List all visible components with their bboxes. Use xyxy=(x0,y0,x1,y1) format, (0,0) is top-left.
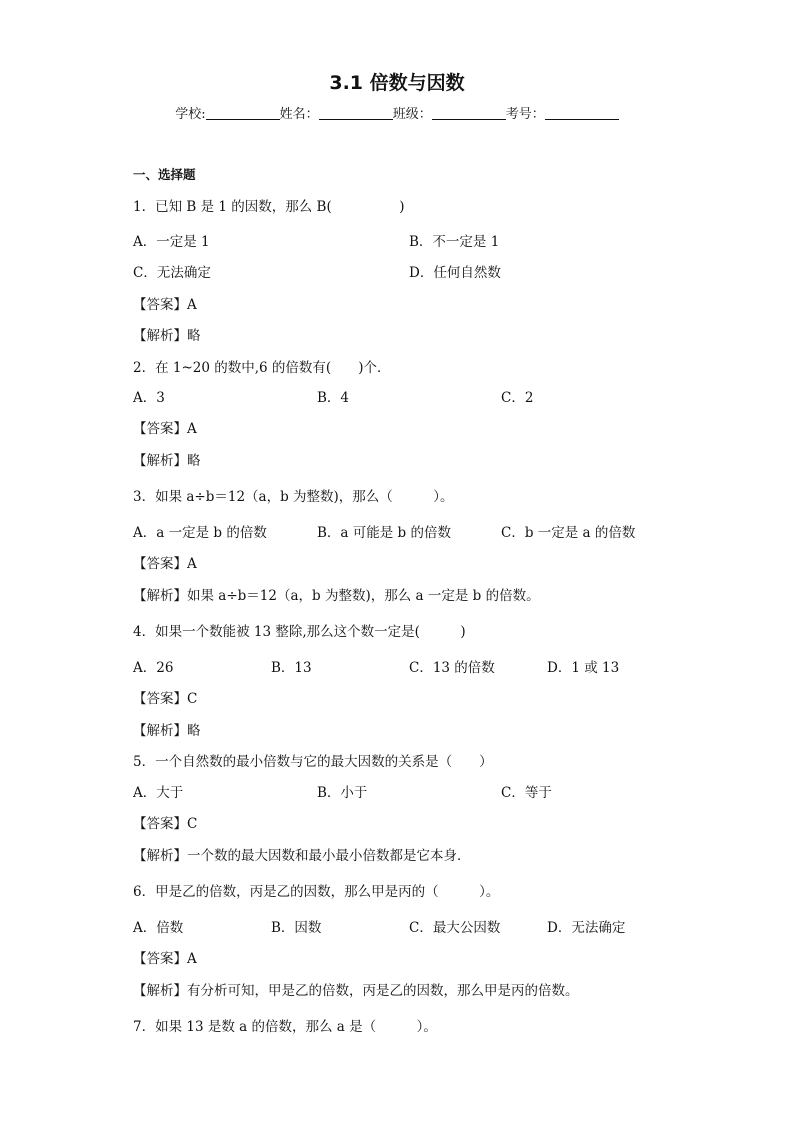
number-blank[interactable] xyxy=(545,107,619,120)
school-label: 学校: xyxy=(175,107,206,122)
question-4-option-a: A．26 xyxy=(133,660,174,676)
question-4-answer: 【答案】C xyxy=(133,691,198,707)
question-6-option-a: A．倍数 xyxy=(133,920,184,936)
page-title: 3.1 倍数与因数 xyxy=(329,72,465,94)
question-5-analysis: 【解析】一个数的最大因数和最小最小倍数都是它本身． xyxy=(133,848,471,864)
question-6-option-b: B．因数 xyxy=(271,920,322,936)
question-1-stem: 1．已知 B 是 1 的因数，那么 B( ) xyxy=(133,199,405,215)
question-1-analysis: 【解析】略 xyxy=(133,328,201,344)
number-label: 考号： xyxy=(505,107,545,122)
question-5-option-c: C．等于 xyxy=(501,785,552,801)
school-blank[interactable] xyxy=(206,107,280,120)
question-3-option-c: C．b 一定是 a 的倍数 xyxy=(501,525,636,541)
question-2-stem: 2．在 1~20 的数中,6 的倍数有( )个． xyxy=(133,360,391,376)
question-1-option-b: B．不一定是 1 xyxy=(409,234,500,250)
question-6-analysis: 【解析】有分析可知，甲是乙的倍数，丙是乙的因数，那么甲是丙的倍数。 xyxy=(133,983,579,999)
question-6-option-c: C．最大公因数 xyxy=(409,920,501,936)
question-3-option-a: A．a 一定是 b 的倍数 xyxy=(133,525,267,541)
question-4-option-d: D．1 或 13 xyxy=(547,660,620,676)
question-5-stem: 5．一个自然数的最小倍数与它的最大因数的关系是（ ） xyxy=(133,754,493,770)
question-5-option-a: A．大于 xyxy=(133,785,184,801)
class-blank[interactable] xyxy=(432,107,506,120)
question-3-answer: 【答案】A xyxy=(133,556,197,572)
question-1-option-a: A．一定是 1 xyxy=(133,234,210,250)
question-2-option-c: C．2 xyxy=(501,390,534,406)
question-5-answer: 【答案】C xyxy=(133,816,198,832)
question-1-option-c: C．无法确定 xyxy=(133,265,211,281)
question-5-option-b: B．小于 xyxy=(317,785,368,801)
name-label: 姓名： xyxy=(279,107,319,122)
question-3-option-b: B．a 可能是 b 的倍数 xyxy=(317,525,451,541)
question-7-stem: 7．如果 13 是数 a 的倍数，那么 a 是（ ）。 xyxy=(133,1019,437,1035)
question-4-stem: 4．如果一个数能被 13 整除,那么这个数一定是( ) xyxy=(133,624,466,640)
question-6-option-d: D．无法确定 xyxy=(547,920,626,936)
question-3-stem: 3．如果 a÷b＝12（a，b 为整数)，那么（ ）。 xyxy=(133,489,454,505)
question-2-analysis: 【解析】略 xyxy=(133,453,201,469)
class-label: 班级： xyxy=(392,107,432,122)
question-2-option-a: A．3 xyxy=(133,390,165,406)
name-blank[interactable] xyxy=(319,107,393,120)
question-2-option-b: B．4 xyxy=(317,390,350,406)
question-3-analysis: 【解析】如果 a÷b＝12（a，b 为整数)，那么 a 一定是 b 的倍数。 xyxy=(133,588,540,604)
question-4-option-b: B．13 xyxy=(271,660,312,676)
student-info-line xyxy=(0,103,794,122)
question-6-stem: 6．甲是乙的倍数，丙是乙的因数，那么甲是丙的（ ）。 xyxy=(133,884,500,900)
section-heading: 一、选择题 xyxy=(133,167,196,182)
question-1-option-d: D．任何自然数 xyxy=(409,265,501,281)
question-2-answer: 【答案】A xyxy=(133,421,197,437)
question-1-answer: 【答案】A xyxy=(133,297,197,313)
question-4-option-c: C．13 的倍数 xyxy=(409,660,495,676)
question-6-answer: 【答案】A xyxy=(133,951,197,967)
question-4-analysis: 【解析】略 xyxy=(133,723,201,739)
